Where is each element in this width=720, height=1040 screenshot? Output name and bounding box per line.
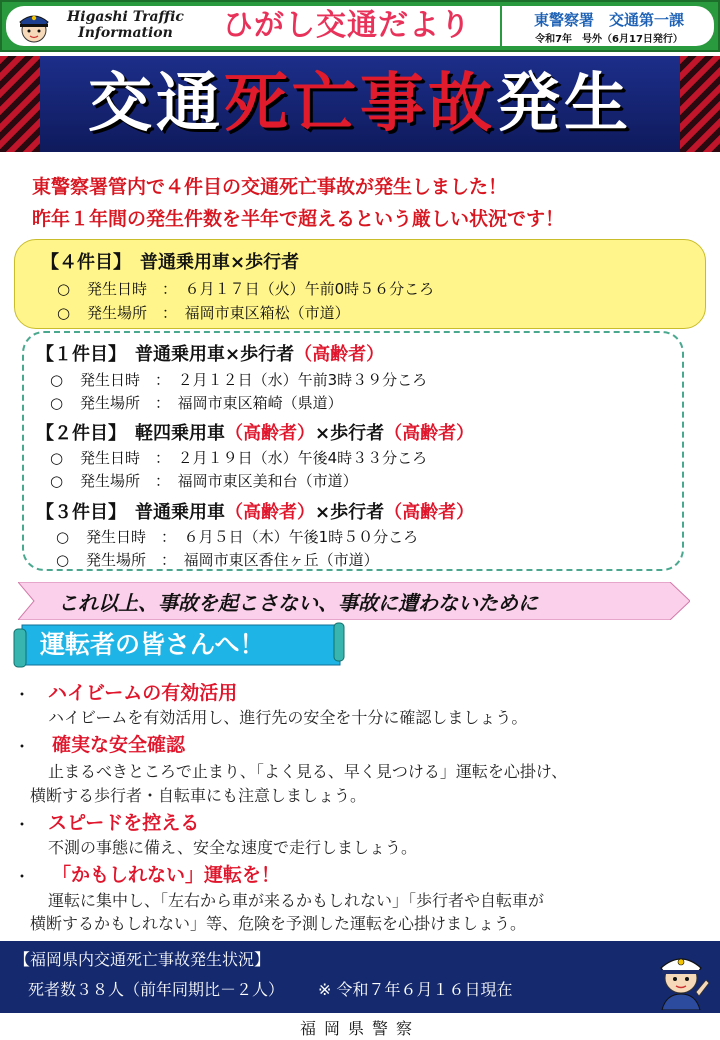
colon: ： (155, 449, 163, 467)
headline-banner (0, 56, 720, 152)
header-divider (500, 6, 502, 46)
colon: ： (155, 472, 163, 490)
colon: ： (162, 304, 170, 322)
tip-title: 「かもしれない」運転を！ (52, 864, 281, 886)
place-value: 福岡市東区箱崎（県道） (177, 394, 343, 412)
office-name: 東警察署 交通第一課 (533, 11, 684, 29)
case-place-line (57, 302, 350, 323)
callout-ribbon (18, 582, 690, 620)
tip-title: ハイビームの有効活用 (48, 682, 238, 704)
case-vehicle: 軽四乗用車 (135, 423, 225, 444)
case-cross: ×歩行者 (315, 502, 385, 523)
case-heading (36, 498, 474, 524)
tip-title: スピードを控える (48, 812, 200, 834)
list-bullet: ○ (57, 304, 71, 322)
colon: ： (161, 551, 169, 569)
drivers-banner (12, 621, 348, 669)
case-victim-note: （高齢者） (384, 502, 475, 523)
case-number: 【２件目】 (36, 423, 117, 444)
date-value: ６月１７日（火）午前0時５６分ころ (184, 280, 435, 298)
tip-body: 不測の事態に備え、安全な速度で走行しましょう。 (48, 838, 417, 857)
list-bullet: ○ (57, 280, 71, 298)
case-date-line (56, 526, 418, 547)
case-number: 【４件目】 (41, 252, 122, 273)
list-bullet: ○ (50, 449, 64, 467)
headline-part-1: 交通 (88, 67, 224, 141)
list-bullet: ○ (50, 371, 64, 389)
case-place-line (56, 549, 379, 570)
case-vehicle-note: （高齢者） (225, 502, 315, 523)
case-victim-note: （高齢者） (384, 423, 475, 444)
date-label: 発生日時 (87, 280, 148, 298)
police-mascot-icon (14, 8, 54, 44)
case-victim-note: （高齢者） (294, 344, 385, 365)
latest-case-box (14, 239, 706, 329)
newsletter-header (0, 0, 720, 52)
list-bullet: ○ (50, 394, 64, 412)
case-vehicle-note: （高齢者） (225, 423, 315, 444)
tip-body: 運転に集中し、「左右から車が来るかもしれない」「歩行者や自転車が (48, 891, 545, 910)
tip-body: 止まるべきところで止まり、「よく見る、早く見つける」運転を心掛け、 (48, 762, 568, 781)
as-of-date: ※ 令和７年６月１６日現在 (318, 980, 513, 999)
case-vehicle: 普通乗用車 (135, 344, 225, 365)
colon: ： (155, 394, 163, 412)
date-label: 発生日時 (86, 528, 147, 546)
header-panel (6, 6, 714, 46)
place-label: 発生場所 (86, 551, 147, 569)
date-value: ２月１２日（水）午前3時３９分ころ (177, 371, 428, 389)
case-heading (41, 248, 299, 274)
case-date-line (50, 447, 427, 468)
colon: ： (161, 528, 169, 546)
issuer-name: 福岡県警察 (299, 1019, 420, 1038)
place-value: 福岡市東区美和台（市道） (177, 472, 358, 490)
case-heading (36, 340, 384, 366)
colon: ： (162, 280, 170, 298)
place-value: 福岡市東区箱松（市道） (184, 304, 350, 322)
headline (40, 62, 680, 146)
warning-stripe-right (680, 56, 720, 152)
case-place-line (50, 470, 358, 491)
date-value: ２月１９日（水）午後4時３３分ころ (177, 449, 428, 467)
intro-line-2: 昨年１年間の発生件数を半年で超えるという厳しい状況です！ (32, 208, 565, 230)
callout-text: これ以上、事故を起こさない、事故に遭わないために (58, 591, 538, 615)
intro-line-1: 東警察署管内で４件目の交通死亡事故が発生しました！ (32, 176, 508, 198)
case-cross: ×歩行者 (230, 252, 300, 273)
list-bullet: ○ (50, 472, 64, 490)
newsletter-logo: Higashi Traffic Information (67, 9, 184, 41)
fatality-status-box (0, 941, 720, 1013)
date-label: 発生日時 (80, 449, 141, 467)
tip-bullet: ・ (14, 815, 31, 834)
status-title: 【福岡県内交通死亡事故発生状況】 (14, 950, 271, 969)
place-label: 発生場所 (80, 472, 141, 490)
headline-part-3: 発生 (496, 67, 632, 141)
place-value: 福岡市東区香住ヶ丘（市道） (183, 551, 379, 569)
case-cross: ×歩行者 (225, 344, 295, 365)
case-date-line (57, 278, 434, 299)
case-place-line (50, 392, 343, 413)
case-date-line (50, 369, 427, 390)
police-officer-icon (652, 948, 710, 1010)
death-count: 死者数３８人（前年同期比－２人） (28, 980, 285, 999)
list-bullet: ○ (56, 551, 70, 569)
tip-bullet: ・ (14, 867, 31, 886)
case-vehicle: 普通乗用車 (135, 502, 225, 523)
tip-body: ハイビームを有効活用し、進行先の安全を十分に確認しましょう。 (48, 708, 528, 727)
tip-body: 横断する歩行者・自転車にも注意しましょう。 (30, 786, 367, 805)
tip-bullet: ・ (14, 737, 31, 756)
drivers-heading: 運転者の皆さんへ！ (40, 630, 265, 659)
issue-date: 令和7年 号外（6月17日発行） (535, 34, 683, 45)
newsletter-title: ひがし交通だより (223, 8, 471, 43)
place-label: 発生場所 (80, 394, 141, 412)
status-line (28, 977, 513, 1000)
place-label: 発生場所 (87, 304, 148, 322)
tip-title: 確実な安全確認 (52, 734, 186, 756)
headline-part-2: 死亡事故 (224, 67, 496, 141)
tip-bullet: ・ (14, 685, 31, 704)
list-bullet: ○ (56, 528, 70, 546)
tip-body: 横断するかもしれない」等、危険を予測した運転を心掛けましょう。 (30, 914, 527, 933)
case-number: 【１件目】 (36, 344, 117, 365)
case-number: 【３件目】 (36, 502, 117, 523)
case-heading (36, 419, 474, 445)
case-cross: ×歩行者 (315, 423, 385, 444)
warning-stripe-left (0, 56, 40, 152)
date-value: ６月５日（木）午後1時５０分ころ (183, 528, 419, 546)
case-vehicle: 普通乗用車 (140, 252, 230, 273)
date-label: 発生日時 (80, 371, 141, 389)
colon: ： (155, 371, 163, 389)
